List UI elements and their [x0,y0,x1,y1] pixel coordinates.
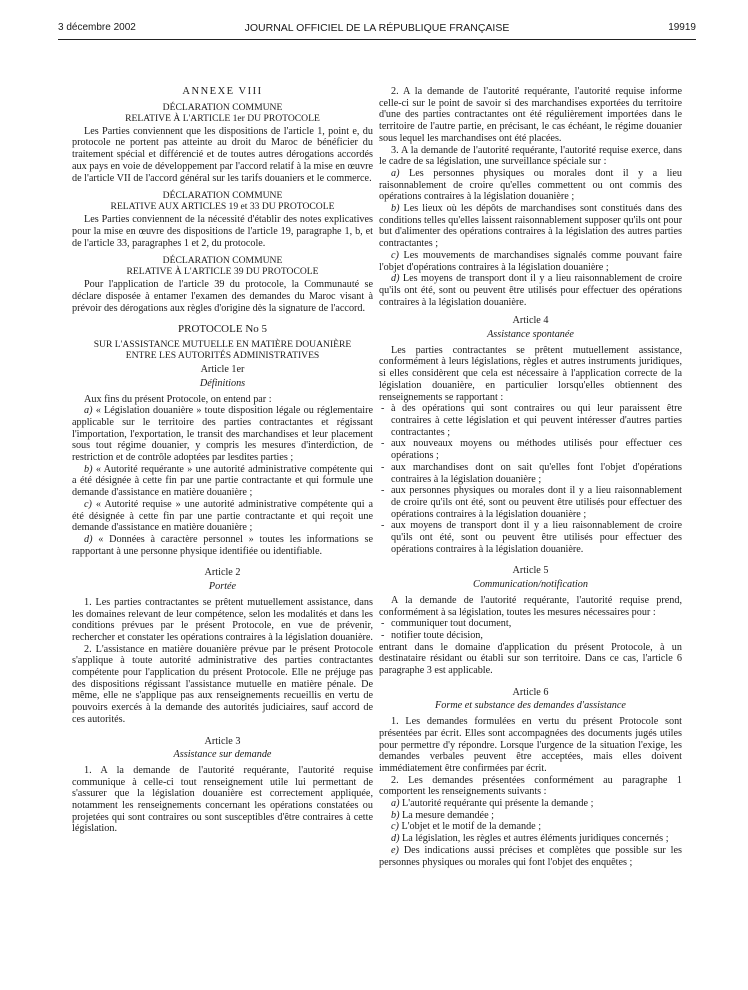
protocole-subtitle [72,339,373,361]
article-3-item-c [379,250,682,273]
item-text: L'objet et le motif de la demande ; [401,821,542,833]
article-2-title: Article 2 [204,567,241,579]
article-5-title: Article 5 [512,565,549,577]
item-label: b) [84,463,93,475]
list-item: - aux personnes physiques ou morales dont il y a lieu raisonnablement de croire qu'ils ont été, sont ou peuvent être utilisés pour effectuer des opérations contraires à la législation douanière ; [379,485,682,520]
item-text: La législation, les règles et autres éléments juridiques concernés ; [402,833,669,845]
article-1-item-a [72,405,373,464]
article-2-paragraph-1: 1. Les parties contractantes se prêtent mutuellement assistance, dans les domaines relevant de leur compétence, selon les modalités et dans les conditions prévues par le présent Protocole, en vue de prévenir, rechercher et constater les opérations contraires à la législation douanière. [72,596,373,643]
item-label: d) [84,533,93,545]
declaration-3-heading-line1: DÉCLARATION COMMUNE [162,255,283,267]
declaration-1-heading-line1: DÉCLARATION COMMUNE [162,101,283,113]
article-5-list [379,618,682,641]
article-6-item-b [379,810,682,822]
list-item: - communiquer tout document, [379,618,682,630]
article-6-paragraph-1: 1. Les demandes formulées en vertu du présent Protocole sont présentées par écrit. Elles sont accompagnées des documents jugés utiles pour permettre d'y répondre. Lorsque l'urgence de la situation l'exige, les demandes verbales peuvent être acceptées, mais elles doivent immédiatement être confirmées par écrit. [379,716,682,774]
item-text: Des indications aussi précises et complètes que possible sur les personnes physiques ou morales qui font l'objet des enquêtes ; [379,844,683,868]
article-1-item-c [72,499,373,534]
article-3-subtitle: Assistance sur demande [173,749,272,761]
article-6-item-a [379,798,682,810]
declaration-1-text: Les Parties conviennent que les dispositions de l'article 1, point e, du protocole ne portent pas atteinte au droit du Maroc de bénéficier du traitement spécial et différencié et de toutes autres dérogations accordés aux pays en voie de développement par l'accord relatif à la mise en œuvre de l'article VII de l'accord général sur les tarifs douaniers et le commerce. [72,125,373,184]
item-label: a) [391,798,400,810]
annexe-title: ANNEXE VIII [182,86,263,97]
article-6-item-c [379,821,682,833]
protocole-subtitle-line2: ENTRE LES AUTORITÉS ADMINISTRATIVES [125,350,320,362]
item-text: « Données à caractère personnel » toutes les informations se rapportant à une personne physique identifiée ou identifiable. [72,533,373,557]
declaration-2-heading-line1: DÉCLARATION COMMUNE [162,190,283,202]
article-2-subtitle: Portée [208,581,237,593]
header-rule [58,39,696,40]
item-text: Les lieux où les dépôts de marchandises sont constitués dans des conditions telles qu'elles laissent raisonnablement supposer qu'ils ont pour but d'alimenter des opérations contraires à la législation des autres parties contractantes ; [379,203,682,250]
item-text: « Législation douanière » toute disposition légale ou réglementaire applicable sur le territoire des parties contractantes et régissant l'importation, l'exportation, le transit des marchandises et leur placement sous tout régime douanier, y compris les mesures d'interdiction, de restriction et de contrôle adoptées par lesdites parties ; [72,405,374,464]
article-3-paragraph-1: 1. A la demande de l'autorité requérante, l'autorité requise communique à celle-ci tout renseignement utile lui permettant de s'assurer que la législation douanière est correctement appliquée, notamment les renseignements concernant les opérations constatées ou projetées qui sont contraires ou sont susceptibles d'être contraires à cette législation. [72,764,373,835]
page-header [58,22,696,38]
item-label: c) [84,498,92,510]
declaration-1-heading-line2: RELATIVE À L'ARTICLE 1er DU PROTOCOLE [125,112,320,124]
header-journal-title: JOURNAL OFFICIEL DE LA RÉPUBLIQUE FRANÇAISE [244,22,510,34]
item-label: d) [391,833,400,845]
item-label: c) [391,821,399,833]
article-6-title: Article 6 [512,686,549,698]
article-6-item-e [379,845,682,868]
article-5-text: A la demande de l'autorité requérante, l'autorité requise prend, conformément à sa législation, toutes les mesures nécessaires pour : [379,594,682,618]
article-1-intro: Aux fins du présent Protocole, on entend par : [84,393,272,405]
article-5-end: entrant dans le domaine d'application du présent Protocole, à un destinataire résidant ou établi sur son territoire. Dans ce cas, l'article 6 paragraphe 3 est applicable. [379,641,682,677]
declaration-3-heading [72,255,373,277]
article-5-subtitle: Communication/notification [473,579,588,591]
left-column [72,86,373,835]
list-item: - aux marchandises dont on sait qu'elles font l'objet d'opérations contraires à la législation douanière ; [379,462,682,485]
item-label: b) [391,203,400,215]
list-item: - aux moyens de transport dont il y a lieu raisonnablement de croire qu'ils ont été, sont ou peuvent être utilisés pour effectuer des opérations contraires à la législation douanière. [379,520,682,555]
article-4-list [379,403,682,555]
article-4-text: Les parties contractantes se prêtent mutuellement assistance, conformément à leurs législations, règles et autres instruments juridiques, si elles considèrent que cela est nécessaire à l'application correcte de la législation douanière, en particulier lorsqu'elles obtiennent des renseignements se rapportant : [379,344,682,403]
article-6-item-d [379,833,682,845]
article-4-subtitle: Assistance spontanée [487,329,574,341]
article-3-item-a [379,168,682,203]
protocole-subtitle-line1: SUR L'ASSISTANCE MUTUELLE EN MATIÈRE DOUANIÈRE [93,339,352,351]
item-text: « Autorité requise » une autorité administrative compétente qui a été désignée à cette fin par une partie contractante et qui reçoit une demande d'assistance en matière douanière ; [72,498,374,534]
article-2-paragraph-2: 2. L'assistance en matière douanière prévue par le présent Protocole s'applique à toute autorité administrative des parties contractantes compétente pour l'application du présent Protocole. Elle ne préjuge pas des dispositions régissant l'assistance mutuelle en matière pénale. De même, elle ne s'applique pas aux renseignements recueillis en vertu de pouvoirs exercés à la demande des autorités judiciaires, sauf accord de ces autorités. [72,643,373,725]
header-page-number: 19919 [668,22,696,33]
article-4-title: Article 4 [512,315,549,327]
protocole-title: PROTOCOLE No 5 [177,323,268,336]
article-3-paragraph-3: 3. A la demande de l'autorité requérante, l'autorité requise exerce, dans le cadre de sa législation, une surveillance spéciale sur : [379,144,682,168]
item-label: a) [84,405,93,417]
item-label: d) [391,273,400,285]
item-text: Les personnes physiques ou morales dont il y a lieu raisonnablement de croire qu'elles commettent ou ont commis des opérations contraires à la législation douanière ; [379,167,682,203]
list-item: - à des opérations qui sont contraires ou qui leur paraissent être contraires à cette législation et qui peuvent intéresser d'autres parties contractantes ; [379,403,682,438]
article-1-item-b [72,464,373,499]
declaration-3-heading-line2: RELATIVE À L'ARTICLE 39 DU PROTOCOLE [126,266,319,278]
item-label: e) [391,844,399,856]
declaration-2-heading [72,190,373,212]
article-3-item-b [379,203,682,250]
right-column [379,86,682,868]
article-6-subtitle: Forme et substance des demandes d'assistance [435,700,626,712]
article-3-paragraph-2: 2. A la demande de l'autorité requérante, l'autorité requise informe celle-ci sur le point de savoir si des marchandises exportées du territoire d'une des parties contractantes ont été régulièrement importées dans le territoire de l'autre partie, en précisant, le cas échéant, le régime douanier sous lequel les marchandises ont été placées. [379,86,682,144]
article-1-subtitle: Définitions [199,377,246,389]
item-label: b) [391,809,400,821]
article-3-title: Article 3 [204,735,241,747]
item-label: c) [391,249,399,261]
declaration-2-text: Les Parties conviennent de la nécessité d'établir des notes explicatives pour la mise en œuvre des dispositions de l'article 19, paragraphe 1, b, et de l'article 33, paragraphes 1 et 2, du protocole. [72,214,373,249]
list-item: - aux nouveaux moyens ou méthodes utilisés pour effectuer ces opérations ; [379,438,682,461]
item-text: La mesure demandée ; [402,809,494,821]
item-text: Les mouvements de marchandises signalés comme pouvant faire l'objet d'opérations contraires à la législation douanière ; [379,249,682,273]
item-text: L'autorité requérante qui présente la demande ; [402,798,594,810]
item-label: a) [391,167,400,179]
article-3-item-d [379,273,682,308]
item-text: Les moyens de transport dont il y a lieu raisonnablement de croire qu'ils ont été, sont ou peuvent être utilisés pour effectuer des opérations contraires à la législation douanière. [379,273,683,308]
article-1-item-d [72,534,373,557]
header-date: 3 décembre 2002 [58,22,136,33]
article-1-title: Article 1er [200,364,245,376]
declaration-3-text: Pour l'application de l'article 39 du protocole, la Communauté se déclare disposée à entamer l'examen des demandes du Maroc visant à prévoir des dérogations aux règles d'origine dès la signature de l'accord. [72,279,373,314]
article-6-paragraph-2: 2. Les demandes présentées conformément au paragraphe 1 comportent les renseignements suivants : [379,774,682,798]
declaration-2-heading-line2: RELATIVE AUX ARTICLES 19 et 33 DU PROTOCOLE [110,201,335,213]
item-text: « Autorité requérante » une autorité administrative compétente qui a été désignée à cette fin par une partie contractante et qui formule une demande d'assistance en matière douanière ; [72,463,374,499]
list-item: - notifier toute décision, [379,630,682,642]
declaration-1-heading [72,102,373,124]
